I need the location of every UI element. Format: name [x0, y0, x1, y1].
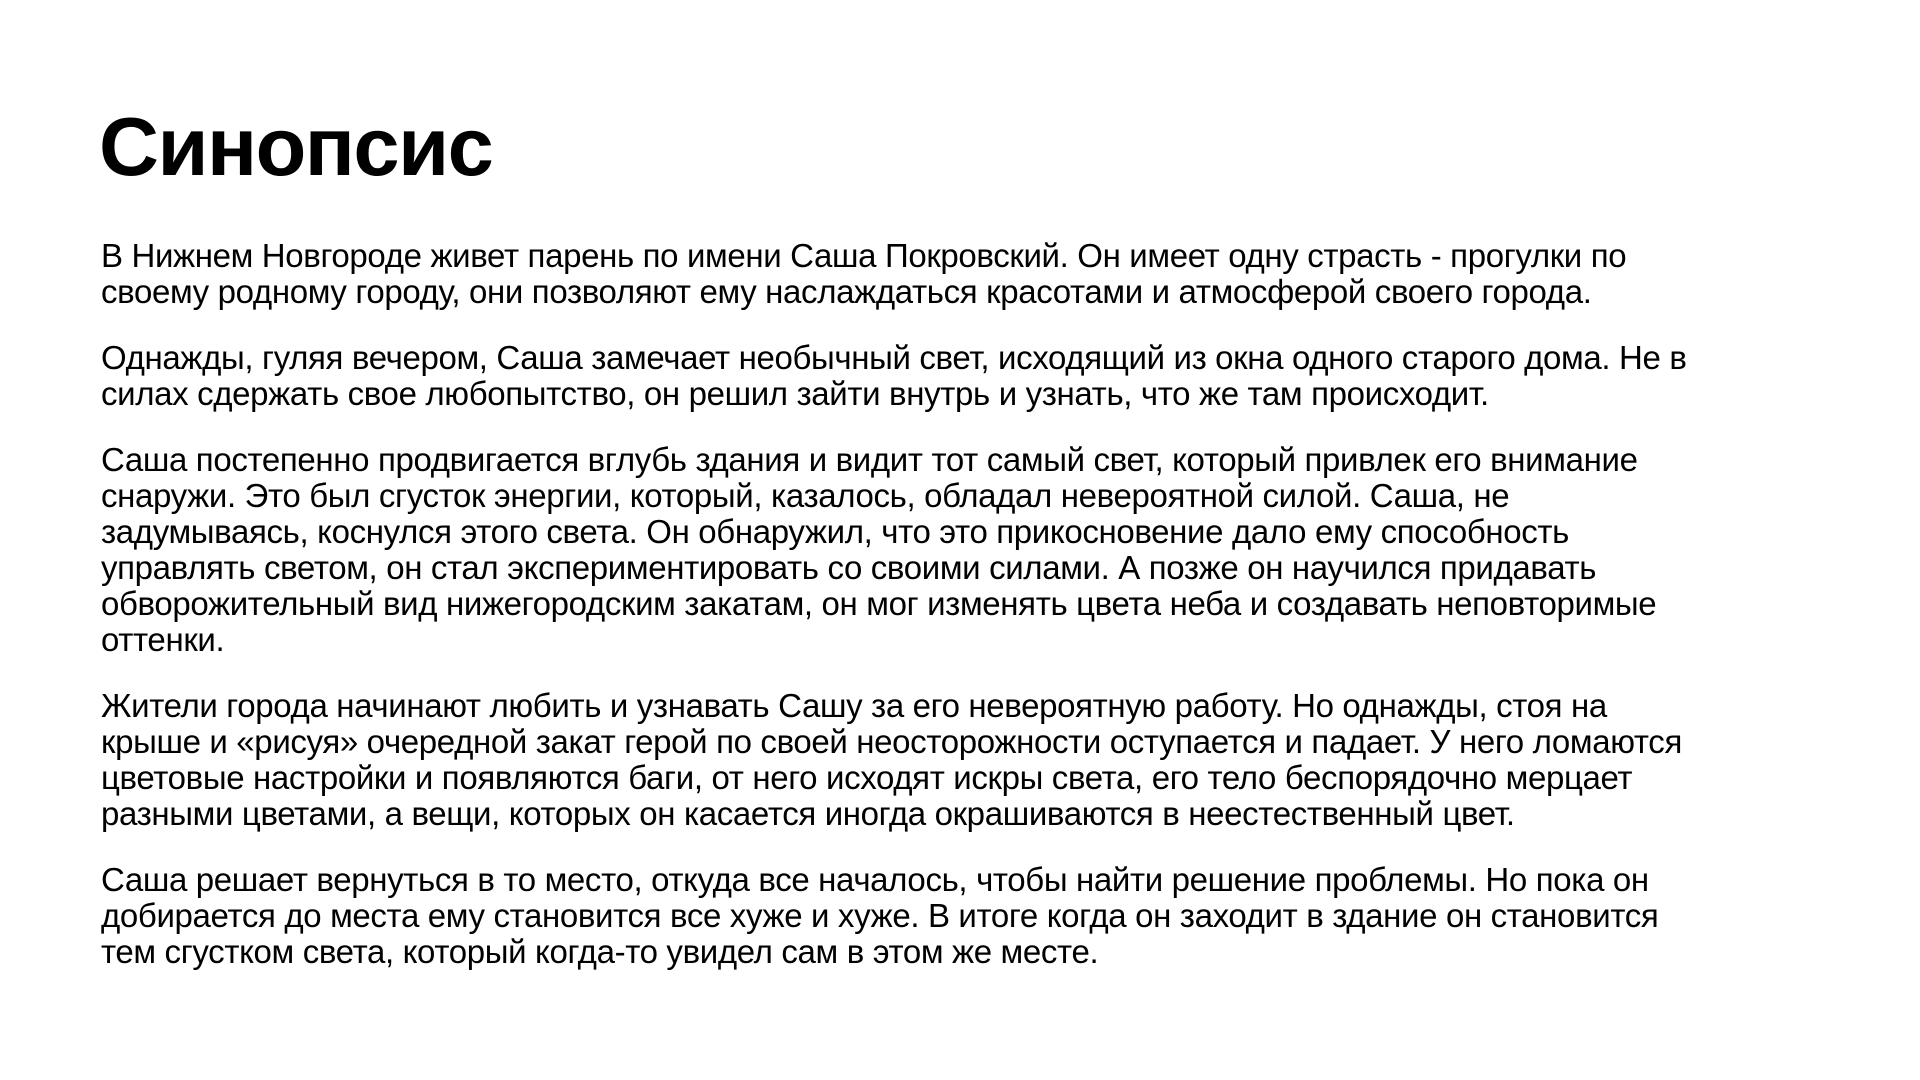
paragraph-line: Однажды, гуляя вечером, Саша замечает необычный свет, исходящий из окна одного старого дома. Не в: [101, 339, 1687, 376]
paragraph-line: разными цветами, а вещи, которых он касается иногда окрашиваются в неестественный цвет.: [101, 795, 1515, 832]
paragraph-line: своему родному городу, они позволяют ему наслаждаться красотами и атмосферой своего города.: [101, 273, 1592, 310]
paragraph-line: Саша решает вернуться в то место, откуда все началось, чтобы найти решение проблемы. Но пока он: [101, 861, 1649, 898]
paragraph-line: крыше и «рисуя» очередной закат герой по своей неосторожности оступается и падает. У него ломаются: [101, 723, 1682, 760]
paragraph-line: Жители города начинают любить и узнавать Сашу за его невероятную работу. Но однажды, стоя на: [101, 687, 1607, 724]
page-title: Синопсис: [99, 100, 493, 193]
paragraph-line: добирается до места ему становится все хуже и хуже. В итоге когда он заходит в здание он становится: [101, 897, 1659, 934]
paragraph-2: [101, 340, 1861, 412]
paragraph-line: Саша постепенно продвигается вглубь здания и видит тот самый свет, который привлек его внимание: [101, 441, 1638, 478]
paragraph-line: задумываясь, коснулся этого света. Он обнаружил, что это прикосновение дало ему способность: [101, 513, 1570, 550]
paragraph-line: управлять светом, он стал экспериментировать со своими силами. А позже он научился придавать: [101, 549, 1597, 586]
paragraph-line: В Нижнем Новгороде живет парень по имени Саша Покровский. Он имеет одну страсть - прогулки по: [101, 237, 1627, 274]
paragraph-4: [101, 688, 1861, 832]
paragraph-5: [101, 862, 1861, 970]
paragraph-line: тем сгустком света, который когда-то увидел сам в этом же месте.: [101, 933, 1099, 970]
paragraph-1: [101, 238, 1861, 310]
paragraph-line: силах сдержать свое любопытство, он решил зайти внутрь и узнать, что же там происходит.: [101, 375, 1489, 412]
paragraph-3: [101, 442, 1861, 658]
paragraph-line: обворожительный вид нижегородским закатам, он мог изменять цвета неба и создавать неповторимые: [101, 585, 1657, 622]
paragraph-line: цветовые настройки и появляются баги, от него исходят искры света, его тело беспорядочно мерцает: [101, 759, 1633, 796]
synopsis-body: [101, 238, 1861, 1000]
paragraph-line: снаружи. Это был сгусток энергии, который, казалось, обладал невероятной силой. Саша, не: [101, 477, 1510, 514]
paragraph-line: оттенки.: [101, 621, 225, 658]
